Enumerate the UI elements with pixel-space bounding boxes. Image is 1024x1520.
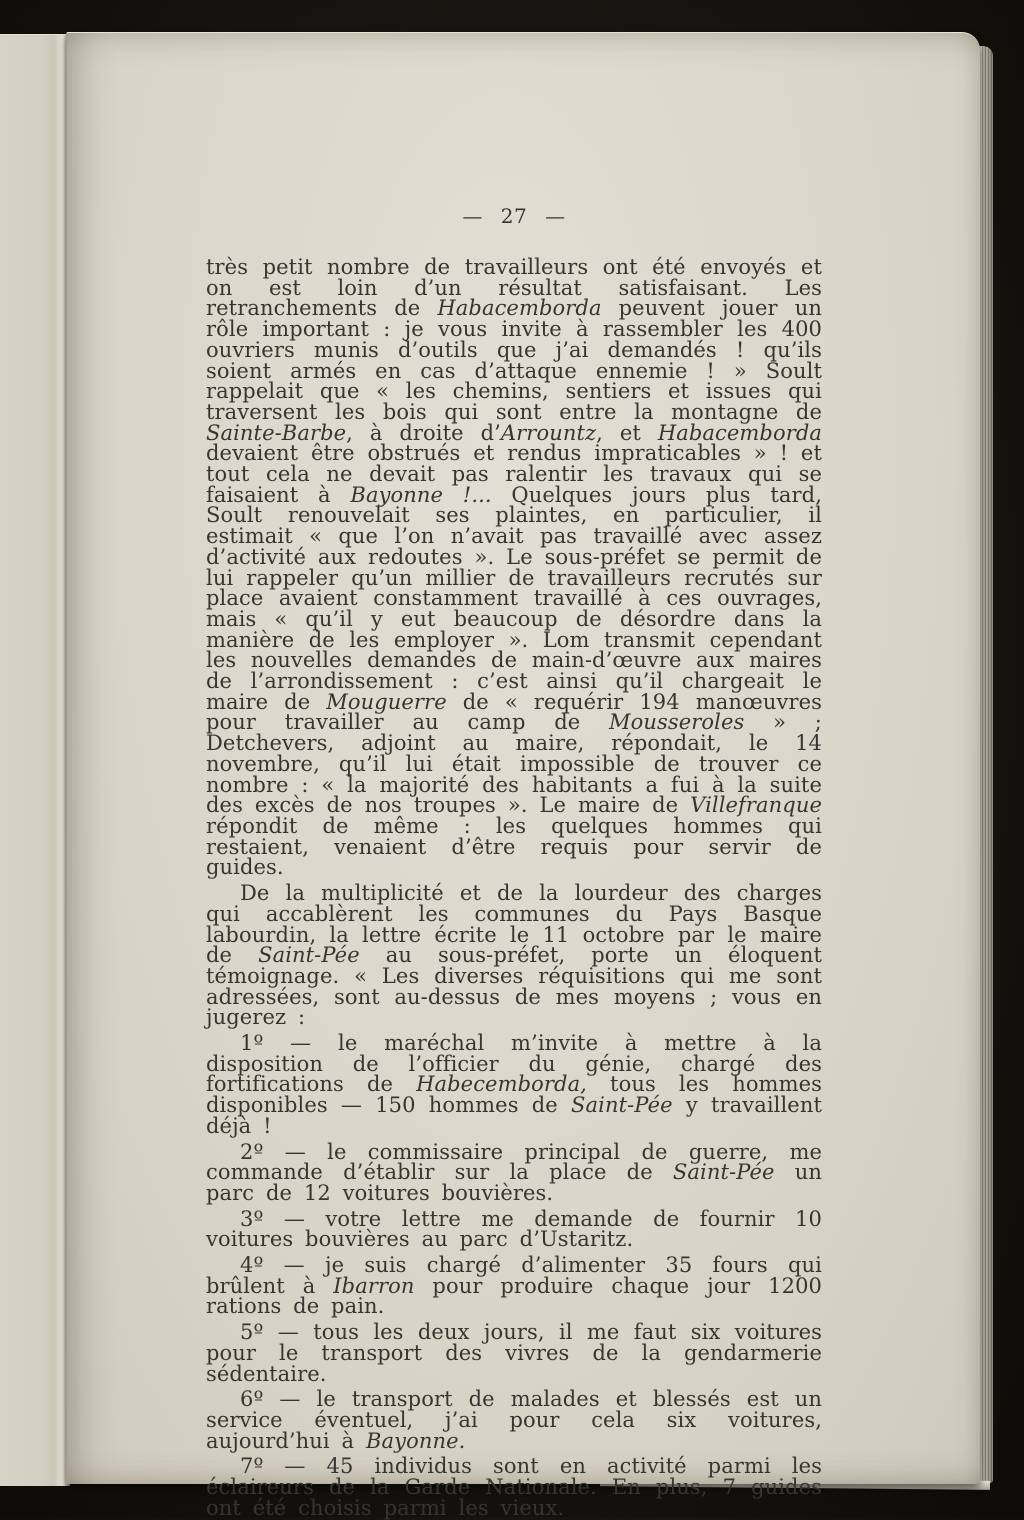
requisition-item-3: 3º — votre lettre me demande de fournir 10 voitures bouvières au parc d’Ustaritz. (206, 1206, 822, 1252)
page-text-block (206, 257, 822, 1518)
requisition-item-5: 5º — tous les deux jours, il me faut six voitures pour le transport des vivres de la gendarmerie sédentaire. (206, 1320, 822, 1386)
requisition-item-4: 4º — je suis chargé d’alimenter 35 fours qui brûlent à Ibarron pour produire chaque jour 1200 rations de pain. (206, 1253, 822, 1319)
adjacent-page-edge (0, 34, 70, 1486)
book-page (66, 32, 980, 1520)
requisition-item-1: 1º — le maréchal m’invite à mettre à la disposition de l’officier du génie, chargé des fortifications de Habecemborda, tous les hommes disponibles — 150 hommes de Saint-Pée y travaillent déjà ! (206, 1031, 822, 1138)
page-number-header: — 27 — (462, 204, 566, 228)
requisition-item-7: 7º — 45 individus sont en activité parmi les éclaireurs de la Garde Nationale. En plus, 7 guides ont été choisis parmi les vieux. (206, 1454, 822, 1520)
requisition-item-6: 6º — le transport de malades et blessés est un service éventuel, j’ai pour cela six voitures, aujourd’hui à Bayonne. (206, 1387, 822, 1453)
requisition-item-2: 2º — le commissaire principal de guerre, me commande d’établir sur la place de Saint-Pée un parc de 12 voitures bouvières. (206, 1139, 822, 1205)
paragraph-letter-intro: De la multiplicité et de la lourdeur des charges qui accablèrent les communes du Pays Basque labourdin, la lettre écrite le 11 octobre par le maire de Saint-Pée au sous-préfet, porte un éloquent témoignage. « Les diverses réquisitions qui me sont adressées, sont au-dessus de mes moyens ; vous en jugerez : (206, 881, 822, 1030)
paragraph-continuation: très petit nombre de travailleurs ont été envoyés et on est loin d’un résultat satisfaisant. Les retranchements de Habacemborda peuvent jouer un rôle important : je vous invite à rassembler les 400 ouvriers munis d’outils que j’ai demandés ! qu’ils soient armés en cas d’attaque ennemie ! » Soult rappelait que « les chemins, sentiers et issues qui traversent les bois qui sont entre la montagne de Sainte-Barbe, à droite d’Arrountz, et Habacemborda devaient être obstrués et rendus impraticables » ! et tout cela ne devait pas ralentir les travaux qui se faisaient à Bayonne !... Quelques jours plus tard, Soult renouvelait ses plaintes, en particulier, il estimait « que l’on n’avait pas travaillé avec assez d’activité aux redoutes ». Le sous-préfet se permit de lui rappeler qu’un millier de travailleurs recrutés sur place avaient constamment travaillé à ces ouvrages, mais « qu’il y eut beaucoup de désordre dans la manière de les employer ». Lom transmit cependant les nouvelles demandes de main-d’œuvre aux maires de l’arrondissement : c’est ainsi qu’il chargeait le maire de Mouguerre de « requérir 194 manœuvres pour travailler au camp de Mousseroles » ; Detchevers, adjoint au maire, répondait, le 14 novembre, qu’il lui était impossible de trouver ce nombre : « la majorité des habitants a fui à la suite des excès de nos troupes ». Le maire de Villefranque répondit de même : les quelques hommes qui restaient, venaient d’être requis pour servir de guides. (206, 255, 822, 880)
